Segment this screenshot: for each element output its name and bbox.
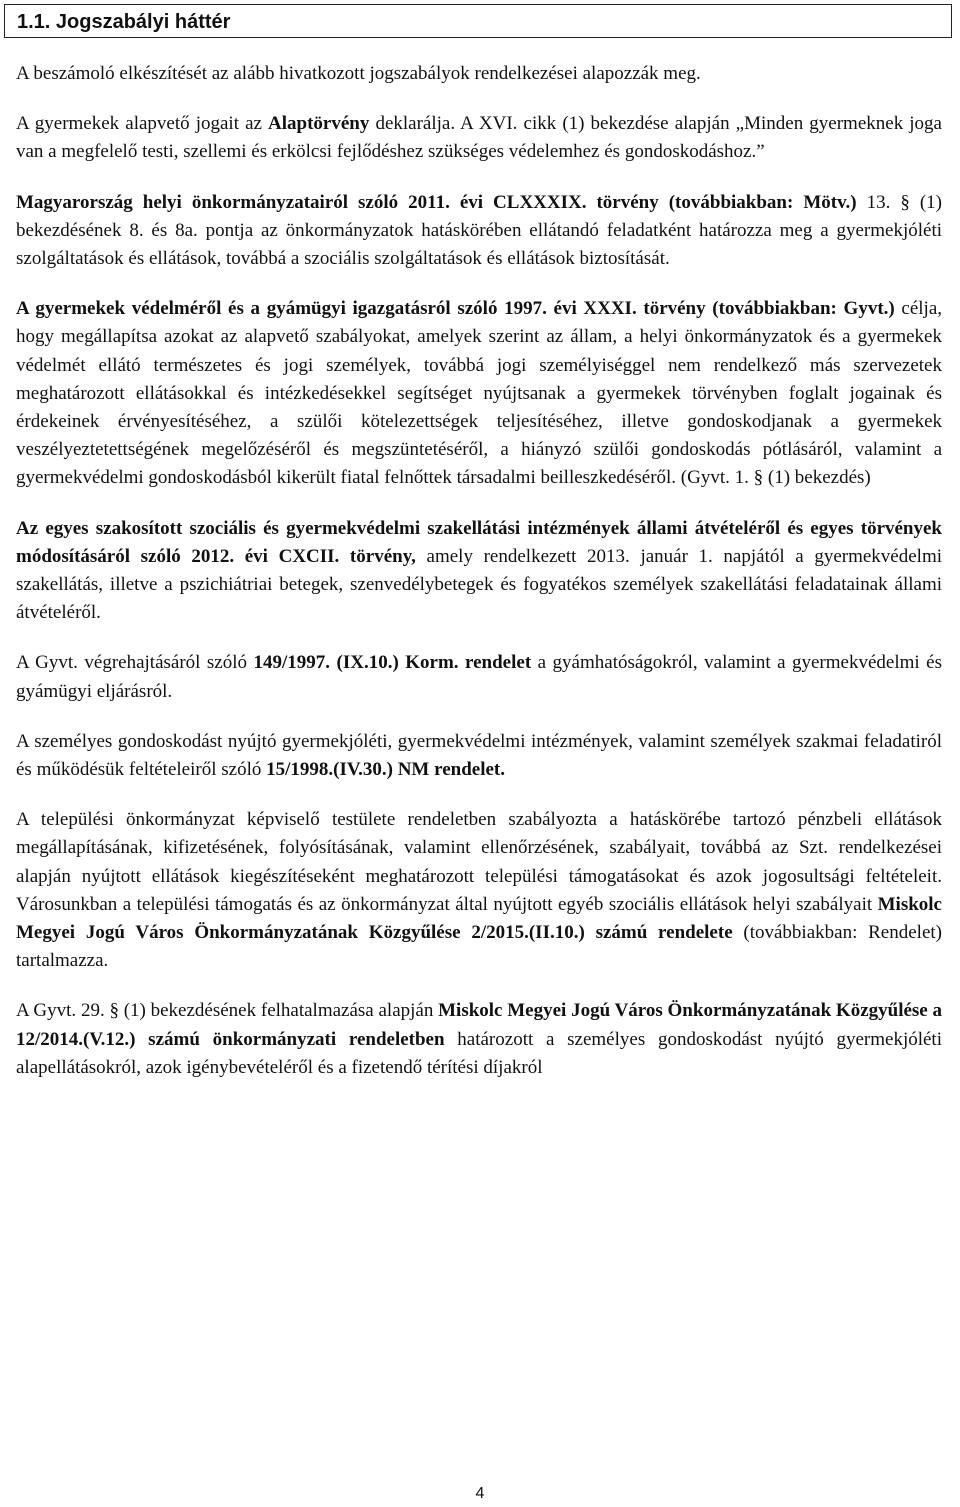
paragraph-alaptorveny (16, 110, 942, 166)
text-span: (továbbiakban: Rendelet) tartalmazza. (16, 922, 942, 972)
text-span: A Gyvt. 29. § (1) bekezdésének felhatalmazása alapján (16, 1000, 439, 1022)
text-span: a gyámhatóságokról, valamint a gyermekvédelmi és gyámügyi eljárásról. (16, 652, 942, 702)
text-span: határozott a személyes gondoskodást nyújtó gyermekjóléti alapellátásokról, azok igénybevételéről és a fizetendő térítési díjakról (16, 1028, 942, 1078)
text-span: A személyes gondoskodást nyújtó gyermekjóléti, gyermekvédelmi intézmények, valamint személyek szakmai feladatiról és működésük feltételeiről szóló (16, 730, 942, 781)
text-span: A beszámoló elkészítését az alább hivatkozott jogszabályok rendelkezései alapozzák meg. (16, 63, 701, 84)
section-heading: 1.1. Jogszabályi háttér (17, 11, 231, 33)
text-span-bold: Magyarország helyi önkormányzatairól szóló 2011. évi CLXXXIX. törvény (továbbiakban: Mötv.) (16, 191, 857, 213)
page-number: 4 (475, 1485, 485, 1502)
paragraph-telepulesi-rendelet (16, 806, 942, 975)
text-span-bold: A gyermekek védelméről és a gyámügyi igazgatásról szóló 1997. évi XXXI. törvény (továbbiakban: Gyvt.) (16, 298, 895, 320)
paragraph-onkormanyzati-rendelet (16, 997, 942, 1082)
text-span: 13. § (1) bekezdésének 8. és 8a. pontja az önkormányzatok hatáskörében ellátandó feladatként határozza meg a gyermekjóléti szolgáltatások és ellátások, továbbá a szociális szolgáltatások és ellátások biztosítását. (16, 191, 943, 270)
paragraph-cxcii (16, 515, 942, 628)
text-span-bold: 15/1998.(IV.30.) NM rendelet. (266, 759, 505, 781)
text-span-bold: 149/1997. (IX.10.) Korm. rendelet (253, 652, 532, 674)
section-heading-box (4, 4, 952, 38)
text-span: célja, hogy megállapítsa azokat az alapvető szabályokat, amelyek szerint az állam, a helyi önkormányzatok és a gyermekek védelmét ellátó természetes és jogi személyek, továbbá jogi személyiséggel nem rendelkező más szervezetek meghatározott ellátásokkal és intézkedésekkel segítséget nyújtsanak a gyermekek törvényben foglalt jogainak és érdekeinek érvényesítéséhez, a szülői kötelezettségek teljesítéséhez, illetve gondoskodjanak a gyermekek veszélyeztetettségének megelőzéséről és megszüntetéséről, a hiányzó szülői gondoskodás pótlásáról, valamint a gyermekvédelmi gondoskodásból kikerült fiatal felnőttek társadalmi beilleszkedéséről. (Gyvt. 1. § (1) bekezdés) (16, 298, 943, 489)
paragraph-intro (16, 60, 942, 88)
text-span-bold: Az egyes szakosított szociális és gyermekvédelmi szakellátási intézmények állami átvételéről és egyes törvények módosításáról szóló 2012. évi CXCII. törvény, (16, 517, 942, 567)
text-span-bold: Miskolc Megyei Jogú Város Önkormányzatának Közgyűlése 2/2015.(II.10.) számú rendelete (16, 893, 942, 944)
text-span: A gyermekek alapvető jogait az (16, 113, 269, 135)
text-span: deklarálja. A XVI. cikk (1) bekezdése alapján „Minden gyermeknek joga van a megfelelő testi, szellemi és erkölcsi fejlődéshez szükséges védelemhez és gondoskodáshoz.” (16, 113, 942, 163)
text-span: A Gyvt. végrehajtásáról szóló (16, 652, 254, 674)
text-span: A települési önkormányzat képviselő testülete rendeletben szabályozta a hatáskörébe tartozó pénzbeli ellátások megállapításának, kifizetésének, folyósításának, valamint ellenőrzésének, szabályait, továbbá az Szt. rendelkezései alapján nyújtott ellátások kiegészítéseként meghatározott települési támogatásokat és azok jogosultsági feltételeit. Városunkban a települési támogatás és az önkormányzat által nyújtott egyéb szociális ellátások helyi szabályait (16, 809, 942, 915)
text-span-bold: Alaptörvény (268, 113, 370, 135)
paragraph-korm-rendelet (16, 649, 942, 705)
body-content (16, 60, 942, 1104)
paragraph-motv (16, 189, 942, 274)
text-span-bold: Miskolc Megyei Jogú Város Önkormányzatának Közgyűlése a 12/2014.(V.12.) számú önkormányzati rendeletben (16, 1000, 942, 1050)
text-span: amely rendelkezett 2013. január 1. napjától a gyermekvédelmi szakellátás, illetve a pszichiátriai betegek, szenvedélybetegek és fogyatékos személyek szakellátási feladatainak állami átvételéről. (16, 545, 942, 624)
paragraph-gyvt (16, 295, 942, 492)
paragraph-nm-rendelet (16, 728, 942, 784)
